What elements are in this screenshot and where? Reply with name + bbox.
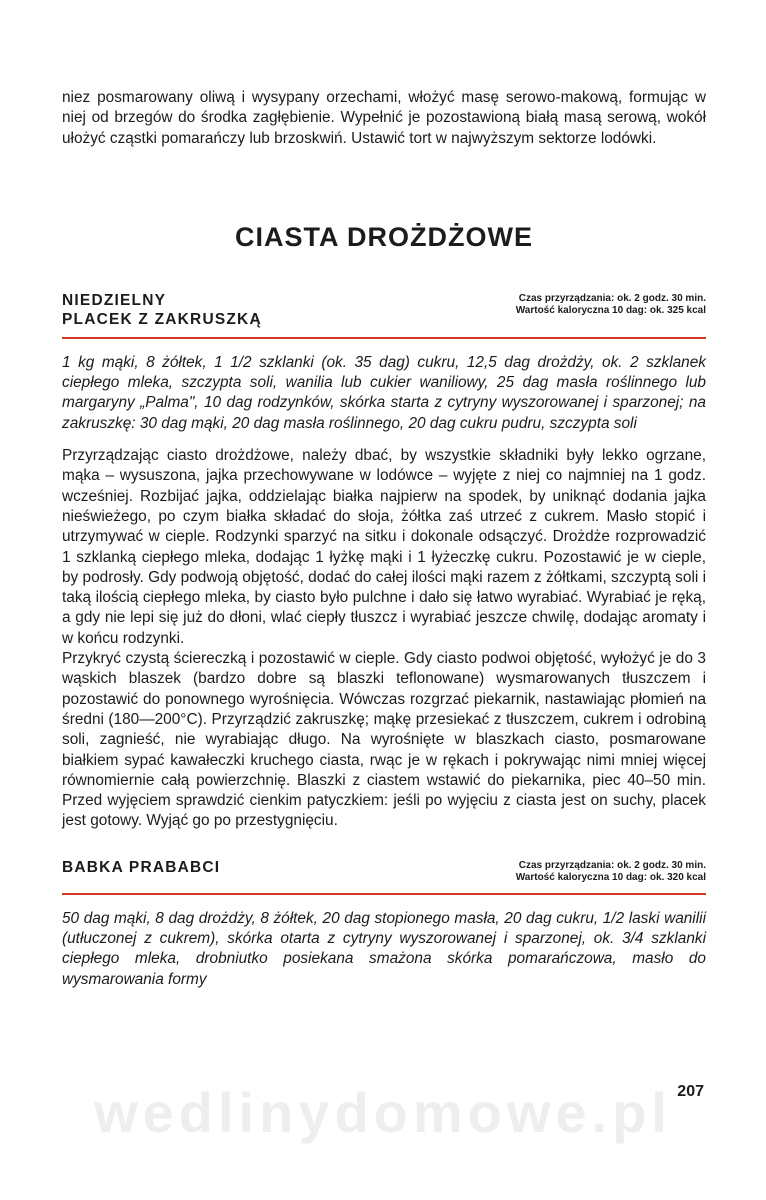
recipe-meta — [516, 858, 706, 885]
calories: Wartość kaloryczna 10 dag: ok. 320 kcal — [515, 872, 706, 884]
recipe-header — [62, 858, 706, 895]
page-content — [62, 88, 706, 990]
prep-time: Czas przyrządzania: ok. 2 godz. 30 min. — [518, 859, 706, 871]
recipe-meta — [516, 291, 706, 318]
recipe-header — [62, 291, 706, 339]
calories: Wartość kaloryczna 10 dag: ok. 325 kcal — [515, 305, 706, 317]
page-number: 207 — [677, 1083, 704, 1100]
ingredients-paragraph: 50 dag mąki, 8 dag drożdży, 8 żółtek, 20 dag stopionego masła, 20 dag cukru, 1/2 laski wanilii (utłuczonej z cukrem), skórka otarta z cytryny wyszorowanej i sparzonej, ok. 3/4 szklanki ciepłego mleka, drobniutko posiekana smażona skórka pomarańczowa, masło do wysmarowania formy — [62, 909, 706, 988]
instructions — [62, 446, 706, 832]
recipe-title-line-1: NIEDZIELNY — [62, 291, 167, 309]
recipe-title-line-2: PLACEK Z ZAKRUSZKĄ — [62, 310, 262, 328]
prep-time: Czas przyrządzania: ok. 2 godz. 30 min. — [518, 292, 706, 304]
recipe-niedzielny-placek — [62, 291, 706, 832]
recipe-title — [62, 858, 220, 877]
intro-paragraph: niez posmarowany oliwą i wysypany orzechami, włożyć masę serowo-makową, formując w niej od brzegów do środka zagłębienie. Wypełnić je pozostawioną białą masą serową, wokół ułożyć cząstki pomarańczy lub brzoskwiń. Ustawić tort w najwyższym sektorze lodówki. — [62, 89, 706, 147]
section-title: CIASTA DROŻDŻOWE — [235, 221, 533, 252]
recipe-title — [62, 291, 262, 329]
watermark-text: wedlinydomowe.pl — [94, 1081, 672, 1144]
recipe-title-line-1: BABKA PRABABCI — [62, 858, 221, 876]
instructions-paragraph-2: Przykryć czystą ściereczką i pozostawić w cieple. Gdy ciasto podwoi objętość, wyłożyć je do 3 wąskich blaszek (bardzo dobre są blaszki teflonowane) wysmarowanych tłuszczem i pozostawić do ponownego wyrośnięcia. Wówczas rozgrzać piekarnik, nastawiając płomień na średni (180—200°C). Przyrządzić zakruszkę; mąkę przesiekać z tłuszczem, cukrem i odrobiną soli, zagnieść, nie wyrabiając długo. Na wyrośnięte w blaszkach ciasto, posmarowane białkiem sypać kawałeczki kruchego ciasta, rwąc je w rękach i pokrywając nimi mniej więcej równomiernie całą powierzchnię. Blaszki z ciastem wstawić do piekarnika, piec 40–50 min. Przed wyjęciem sprawdzić cienkim patyczkiem: jeśli po wyjęciu z ciasta jest on suchy, placek jest gotowy. Wyjąć go po przestygnięciu. — [62, 650, 706, 830]
instructions-paragraph-1: Przyrządzając ciasto drożdżowe, należy dbać, by wszystkie składniki były lekko ogrzane, mąka – wysuszona, jajka przechowywane w lodówce – wyjęte z niej co najmniej na 1 godz. wcześniej. Rozbijać jajka, oddzielając białka najpierw na spodek, by uniknąć dodania jajka nieświeżego, po czym białka składać do słoja, żółtka zaś utrzeć z cukrem. Masło stopić i utrzymywać w cieple. Rodzynki sparzyć na sitku i dokonale odsączyć. Drożdże rozprowadzić 1 szklanką ciepłego mleka, dodając 1 łyżkę mąki i 1 łyżeczkę cukru. Pozostawić je w cieple, by podrosły. Gdy podwoją objętość, dodać do całej ilości mąki razem z żółtkami, szczyptą soli i taką ilością ciepłego mleka, by ciasto było pulchne i dało się łatwo wyrabiać. Wyrabiać je ręką, a gdy nie lepi się już do dłoni, wlać ciepły tłuszcz i wyrabiać jeszcze chwilę, dodając aromaty i w końcu rodzynki. — [62, 447, 706, 647]
ingredients-paragraph: 1 kg mąki, 8 żółtek, 1 1/2 szklanki (ok. 35 dag) cukru, 12,5 dag drożdży, ok. 2 szklanek ciepłego mleka, szczypta soli, wanilia lub cukier waniliowy, 25 dag masła roślinnego lub margaryny „Palma", 10 dag rodzynków, skórka starta z cytryny wyszorowanej i sparzonej; na zakruszkę: 30 dag mąki, 20 dag masła roślinnego, 20 dag cukru pudru, szczypta soli — [62, 353, 706, 432]
recipe-babka-prababci — [62, 858, 706, 990]
